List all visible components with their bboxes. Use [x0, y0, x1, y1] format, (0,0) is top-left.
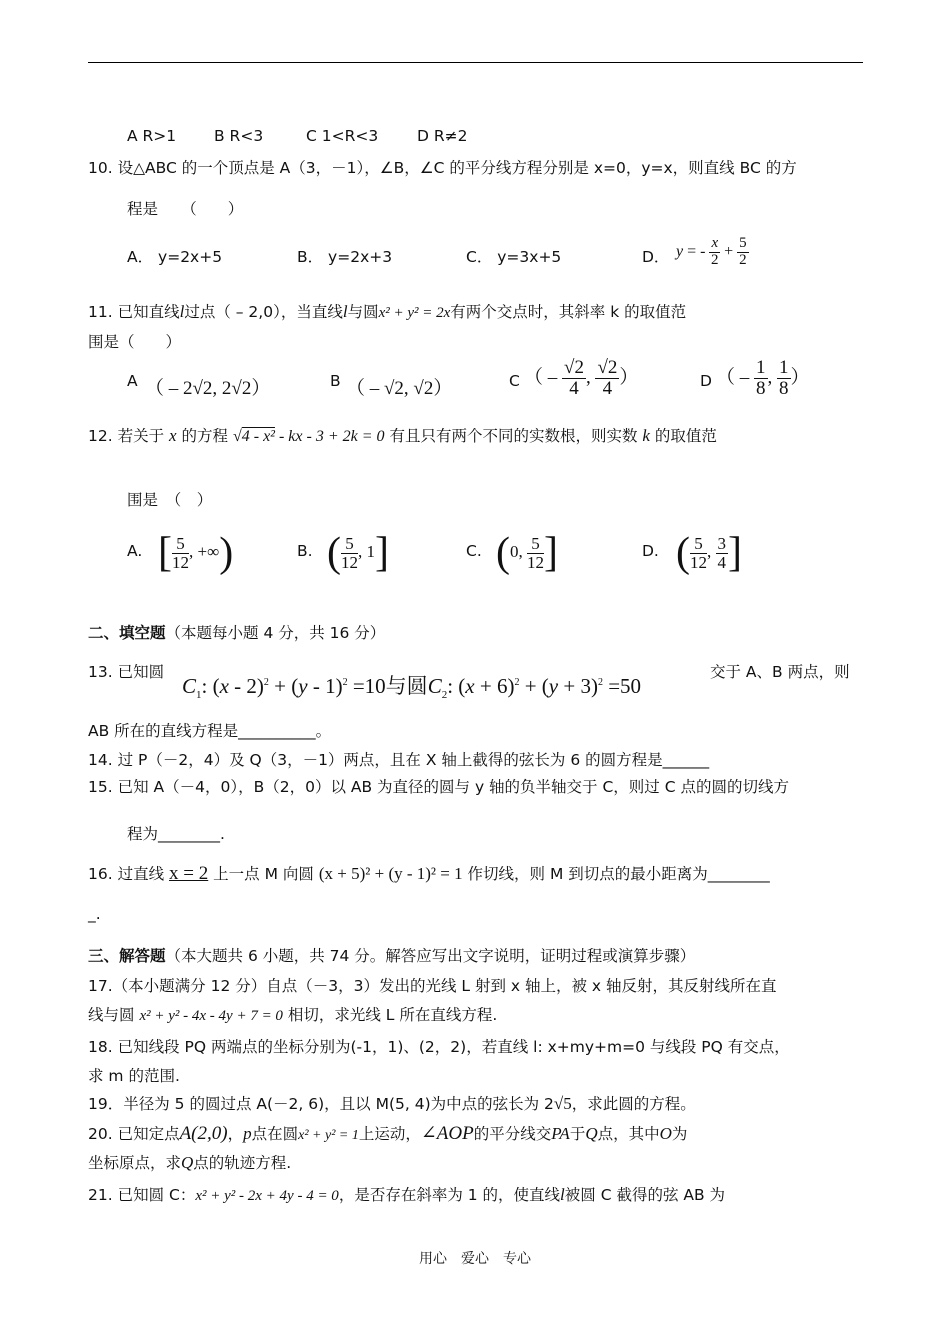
q20-var-q2: Q	[181, 1153, 194, 1172]
q11-circle-eq: x² + y² = 2x	[378, 305, 451, 321]
q17-line1: 17.（本小题满分 12 分）自点（－3，3）发出的光线 L 射到 x 轴上，被 x 轴反射，其反射线所在直	[88, 977, 777, 995]
q12-option-d-value: ( $\frac{5}{12}$ , $\frac{3}{4}$ ]	[676, 530, 742, 576]
q12-option-b-value: ( $\frac{5}{12}$ , 1]	[327, 530, 389, 576]
q16-text-a: 16. 过直线	[88, 865, 165, 883]
q10-line2: 程是 （ ）	[127, 200, 244, 218]
q9-option-c: C 1<R<3	[306, 127, 379, 145]
q11-option-c: C	[509, 372, 520, 390]
q13-equation: $C_1$: (x - 2)$^2$ + (y - 1)$^2$ =10与圆$C_2$: $(x + 6)^2 + (y + 3)^2 =50$	[182, 674, 642, 702]
q20-var-p: p	[243, 1124, 252, 1143]
q10-option-c: C． y=3x+5	[466, 248, 562, 266]
q12-option-c: C.	[466, 542, 482, 560]
q21-text-a: 21. 已知圆 C：	[88, 1186, 196, 1204]
q11-option-d: D	[700, 372, 712, 390]
q20-angle: ∠AOP	[420, 1123, 474, 1144]
q21-line1	[88, 1183, 725, 1205]
q21-text-c: 被圆 C 截得的弦 AB 为	[564, 1186, 726, 1204]
q11-var-l2: l	[342, 302, 348, 321]
q18-line2: 求 m 的范围.	[88, 1067, 180, 1085]
q11-text-b: 过点（ – 2,0），当直线	[184, 303, 343, 321]
q12-option-b: B.	[297, 542, 313, 560]
q17-line2	[88, 1003, 497, 1025]
q10-option-d: D．	[642, 248, 670, 266]
q12-equation: √4 - x² - kx - 3 + 2k = 0	[232, 428, 385, 445]
q12-option-c-value: (0, $\frac{5}{12}$ ]	[496, 530, 558, 576]
section2-heading	[88, 621, 385, 643]
q20-text-d: 上运动，	[358, 1125, 421, 1143]
q19-text-a: 19．半径为 5 的圆过点 A(－2, 6)，且以 M(5, 4)为中点的弦长为 2	[88, 1095, 554, 1113]
q20-line2	[88, 1151, 291, 1173]
q12-var-k: k	[642, 426, 650, 445]
q12-line1	[88, 424, 717, 446]
q11-option-a: A	[127, 372, 138, 390]
q17-text-b: 相切，求光线 L 所在直线方程.	[287, 1006, 498, 1024]
q11-option-b-value: （ – √2, √2）	[346, 378, 453, 399]
q20-text-e: 的平分线交	[473, 1125, 552, 1143]
q11-var-l: l	[179, 302, 185, 321]
q21-text-b: ，是否存在斜率为 1 的，使直线	[338, 1186, 561, 1204]
q12-option-a: A.	[127, 542, 143, 560]
q13-line2: AB 所在的直线方程是__________。	[88, 722, 332, 740]
q20-text-b: ，	[227, 1125, 244, 1143]
q9-option-d: D R≠2	[417, 127, 468, 145]
q16-line2: _.	[88, 905, 101, 923]
section3-title: 三、解答题	[88, 947, 166, 965]
q11-option-b: B	[330, 372, 341, 390]
q12-option-a-value: [ $\frac{5}{12}$ , +∞)	[158, 530, 234, 576]
q11-text-c: 与圆	[347, 303, 379, 321]
q18-line1: 18. 已知线段 PQ 两端点的坐标分别为(-1，1)、(2，2)，若直线 l: x+my+m=0 与线段 PQ 有交点，	[88, 1038, 790, 1056]
q11-option-d-value: （ – $\frac{1}{8}$ , $\frac{1}{8}$ ）	[716, 357, 810, 399]
q16-text-b: 上一点 M 向圆	[213, 865, 314, 883]
q20-pa: PA	[551, 1124, 570, 1143]
q20-text-2a: 坐标原点，求	[88, 1154, 182, 1172]
q11-option-c-value: （ – $\frac{√2}{4}$ , $\frac{√2}{4}$ ）	[524, 357, 639, 399]
q20-text-f: 于	[569, 1125, 586, 1143]
q10-line1: 10. 设△ABC 的一个顶点是 A（3，－1），∠B，∠C 的平分线方程分别是 x=0，y=x，则直线 BC 的方	[88, 159, 797, 177]
q11-text-a: 11. 已知直线	[88, 303, 180, 321]
q12-line2: 围是 （ ）	[127, 491, 213, 509]
q9-option-a: A R>1	[127, 127, 177, 145]
q13-text-b: 交于 A、B 两点，则	[710, 663, 850, 681]
q10-option-a: A． y=2x+5	[127, 248, 223, 266]
q12-text-a: 12. 若关于	[88, 427, 165, 445]
q11-text-d: 有两个交点时，其斜率 k 的取值范	[450, 303, 687, 321]
q12-text-b: 的方程	[181, 427, 229, 445]
header-rule	[88, 62, 863, 63]
q19-line	[88, 1092, 696, 1114]
q13-line1	[88, 660, 164, 682]
q13-text-a: 13. 已知圆	[88, 663, 165, 681]
q15-line1: 15. 已知 A（－4，0），B（2，0）以 AB 为直径的圆与 y 轴的负半轴交于 C，则过 C 点的圆的切线方	[88, 778, 789, 796]
q16-circle-eq: (x + 5)² + (y - 1)² = 1	[318, 864, 463, 883]
q20-circle-eq: x² + y² = 1	[298, 1128, 359, 1143]
q21-circle-eq: x² + y² - 2x + 4y - 4 = 0	[195, 1188, 339, 1204]
q20-text-c: 点在圆	[251, 1125, 299, 1143]
q20-text-a: 20. 已知定点	[88, 1125, 180, 1143]
section3-heading	[88, 944, 695, 966]
q17-text-a: 线与圆	[88, 1006, 135, 1024]
page-footer: 用心 爱心 专心	[419, 1251, 531, 1267]
q15-line2: 程为________.	[127, 825, 225, 843]
q16-text-c: 作切线，则 M 到切点的最小距离为________	[467, 865, 770, 883]
q11-line1	[88, 300, 686, 322]
q12-var-x: x	[169, 426, 177, 445]
q10-option-b: B． y=2x+3	[297, 248, 393, 266]
q16-line-eq: x = 2	[169, 863, 209, 884]
q20-text-h: 为	[671, 1125, 688, 1143]
q16-line1	[88, 862, 770, 885]
q12-text-c: 有且只有两个不同的实数根，则实数	[389, 427, 638, 445]
q20-var-o: O	[659, 1124, 672, 1143]
q20-var-q: Q	[585, 1124, 598, 1143]
q10-d-formula: y = - $\frac{x}{2}$ + $\frac{5}{2}$	[676, 235, 747, 268]
q21-var-l: l	[560, 1185, 565, 1204]
q20-line1	[88, 1122, 687, 1145]
q11-line2: 围是（ ）	[88, 333, 182, 351]
section3-note: （本大题共 6 小题，共 74 分。解答应写出文字说明，证明过程或演算步骤）	[165, 947, 696, 965]
q11-option-a-value: （ – 2√2, 2√2）	[145, 378, 271, 399]
q20-text-2b: 点的轨迹方程.	[193, 1154, 292, 1172]
q12-option-d: D.	[642, 542, 659, 560]
section2-note: （本题每小题 4 分，共 16 分）	[165, 624, 386, 642]
q20-text-g: 点，其中	[597, 1125, 660, 1143]
q17-circle-eq: x² + y² - 4x - 4y + 7 = 0	[139, 1008, 283, 1024]
section2-title: 二、填空题	[88, 624, 166, 642]
q19-sqrt: √5	[553, 1094, 572, 1113]
q12-text-d: 的取值范	[654, 427, 717, 445]
q14-line: 14. 过 P（－2，4）及 Q（3，－1）两点，且在 X 轴上截得的弦长为 6 的圆方程是______	[88, 751, 710, 769]
q20-point: A(2,0)	[179, 1123, 228, 1144]
q19-text-b: ，求此圆的方程。	[571, 1095, 696, 1113]
q9-option-b: B R<3	[214, 127, 264, 145]
